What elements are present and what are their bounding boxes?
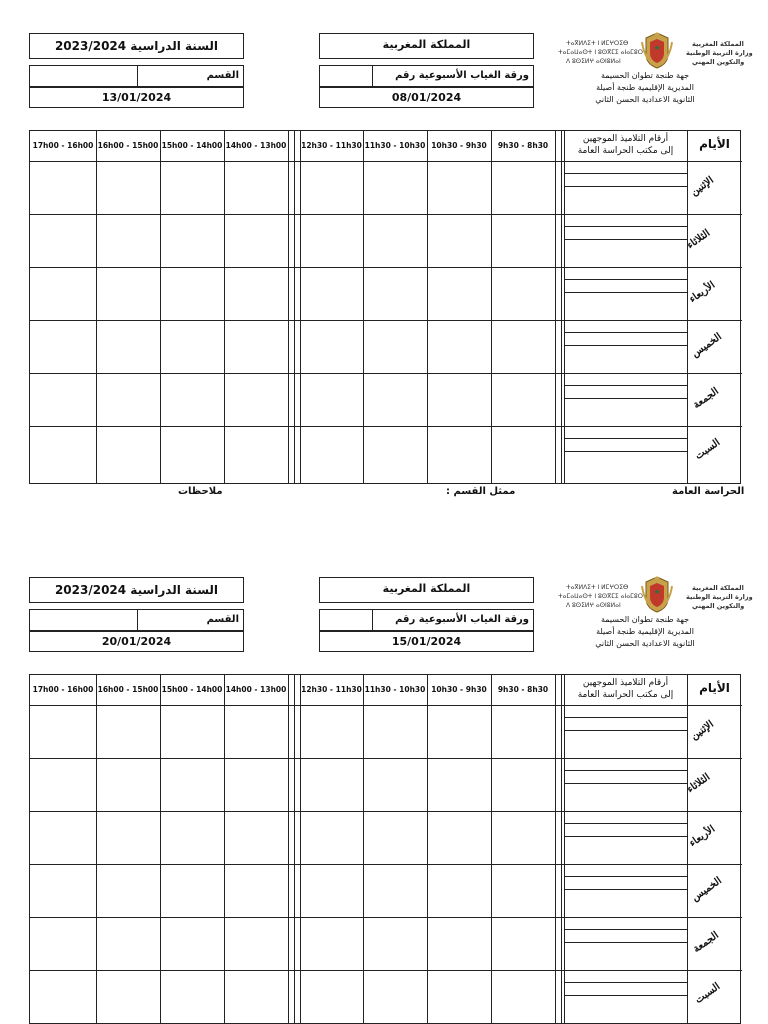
day-friday: الجمعة	[691, 929, 721, 956]
school-year-label: السنة الدراسية 2023/2024	[54, 39, 219, 53]
region: جهة طنجة تطوان الحسيمة	[600, 615, 690, 624]
slot-header: 14h00 - 13h00	[225, 141, 287, 150]
class-label: القسم	[206, 70, 239, 81]
ministry-tifinagh-2: ⵜⴰⵎⴰⵡⴰⵙⵜ ⵏ ⵓⵙⴳⵎⵉ ⴰⵏⴰⵎⵓⵔ	[558, 49, 644, 56]
date-from-box	[319, 87, 534, 108]
direction: المديرية الإقليمية طنجة أصيلة	[596, 83, 694, 92]
weekly-sheet-box	[319, 609, 534, 631]
ministry-tifinagh-1: ⵜⴰⴳⵍⴷⵉⵜ ⵏ ⵍⵎⵖⵔⵉⴱ	[566, 40, 629, 47]
slot-header: 12h30 - 11h30	[301, 141, 362, 150]
kingdom-box	[319, 33, 534, 59]
slot-header: 9h30 - 8h30	[497, 141, 549, 150]
kingdom-label: المملكة المغربية	[382, 38, 471, 51]
days-header: الأيام	[699, 137, 730, 151]
weekly-sheet-label: ورقة الغياب الأسبوعية رقم	[395, 70, 529, 81]
school-name: الثانوية الاعدادية الحسن الثاني	[595, 639, 695, 648]
slot-header: 10h30 - 9h30	[431, 141, 487, 150]
slot-header: 16h00 - 15h00	[97, 685, 159, 694]
coat-of-arms-icon	[640, 30, 674, 70]
coat-of-arms-icon	[640, 574, 674, 614]
slot-header: 17h00 - 16h00	[32, 685, 94, 694]
day-thursday: الخميس	[689, 331, 724, 360]
day-wednesday: الأربعاء	[687, 823, 718, 850]
students-header-line1: أرقام التلاميذ الموجهين	[582, 678, 669, 688]
school-year-label: السنة الدراسية 2023/2024	[54, 583, 219, 597]
ministry-ar-3: والتكوين المهني	[692, 58, 745, 66]
kingdom-label: المملكة المغربية	[382, 582, 471, 595]
slot-header: 17h00 - 16h00	[32, 141, 94, 150]
slot-header: 14h00 - 13h00	[225, 685, 287, 694]
ministry-tifinagh-2: ⵜⴰⵎⴰⵡⴰⵙⵜ ⵏ ⵓⵙⴳⵎⵉ ⴰⵏⴰⵎⵓⵔ	[558, 593, 644, 600]
day-monday: الإثنين	[689, 718, 716, 743]
date-to-box	[29, 631, 244, 652]
school-year-box	[29, 33, 244, 59]
absence-sheet-2	[0, 544, 768, 1014]
ministry-ar-2: وزارة التربية الوطنية	[686, 593, 753, 601]
days-header: الأيام	[699, 681, 730, 695]
weekly-sheet-label: ورقة الغياب الأسبوعية رقم	[395, 614, 529, 625]
date-to[interactable]: 20/01/2024	[101, 635, 172, 648]
slot-header: 10h30 - 9h30	[431, 685, 487, 694]
slot-header: 12h30 - 11h30	[301, 685, 362, 694]
students-header-line2: إلى مكتب الحراسة العامة	[577, 690, 674, 700]
slot-header: 15h00 - 14h00	[161, 141, 223, 150]
students-header-line1: أرقام التلاميذ الموجهين	[582, 134, 669, 144]
kingdom-box	[319, 577, 534, 603]
day-tuesday: الثلاثاء	[685, 227, 713, 252]
absence-sheet-1	[0, 0, 768, 497]
slot-header: 11h30 - 10h30	[364, 141, 426, 150]
day-saturday: السبت	[693, 981, 723, 1006]
day-monday: الإثنين	[689, 174, 716, 199]
class-label: القسم	[206, 614, 239, 625]
date-to-box	[29, 87, 244, 108]
direction: المديرية الإقليمية طنجة أصيلة	[596, 627, 694, 636]
ministry-tifinagh-3: ⴷ ⵓⵙⵉⵍⵖ ⴰⵙⵏⵓⵍⴰⵏ	[566, 58, 621, 65]
region: جهة طنجة تطوان الحسيمة	[600, 71, 690, 80]
slot-header: 11h30 - 10h30	[364, 685, 426, 694]
footer-class-rep: ممثل القسم :	[446, 486, 516, 497]
day-saturday: السبت	[693, 437, 723, 462]
day-thursday: الخميس	[689, 875, 724, 904]
slot-header: 9h30 - 8h30	[497, 685, 549, 694]
date-from[interactable]: 15/01/2024	[391, 635, 462, 648]
slot-header: 15h00 - 14h00	[161, 685, 223, 694]
day-wednesday: الأربعاء	[687, 279, 718, 306]
ministry-ar-1: المملكة المغربية	[692, 40, 744, 48]
footer-notes: ملاحظات	[178, 486, 223, 497]
school-name: الثانوية الاعدادية الحسن الثاني	[595, 95, 695, 104]
absence-table	[29, 674, 741, 1024]
date-from-box	[319, 631, 534, 652]
day-friday: الجمعة	[691, 385, 721, 412]
date-from[interactable]: 08/01/2024	[391, 91, 462, 104]
class-box	[29, 65, 244, 87]
slot-header: 16h00 - 15h00	[97, 141, 159, 150]
date-to[interactable]: 13/01/2024	[101, 91, 172, 104]
ministry-tifinagh-1: ⵜⴰⴳⵍⴷⵉⵜ ⵏ ⵍⵎⵖⵔⵉⴱ	[566, 584, 629, 591]
ministry-ar-2: وزارة التربية الوطنية	[686, 49, 753, 57]
school-year-box	[29, 577, 244, 603]
class-box	[29, 609, 244, 631]
ministry-ar-3: والتكوين المهني	[692, 602, 745, 610]
students-header-line2: إلى مكتب الحراسة العامة	[577, 146, 674, 156]
footer-general-supervision: الحراسة العامة	[672, 486, 745, 497]
absence-table	[29, 130, 741, 484]
weekly-sheet-box	[319, 65, 534, 87]
ministry-ar-1: المملكة المغربية	[692, 584, 744, 592]
ministry-tifinagh-3: ⴷ ⵓⵙⵉⵍⵖ ⴰⵙⵏⵓⵍⴰⵏ	[566, 602, 621, 609]
day-tuesday: الثلاثاء	[685, 771, 713, 796]
